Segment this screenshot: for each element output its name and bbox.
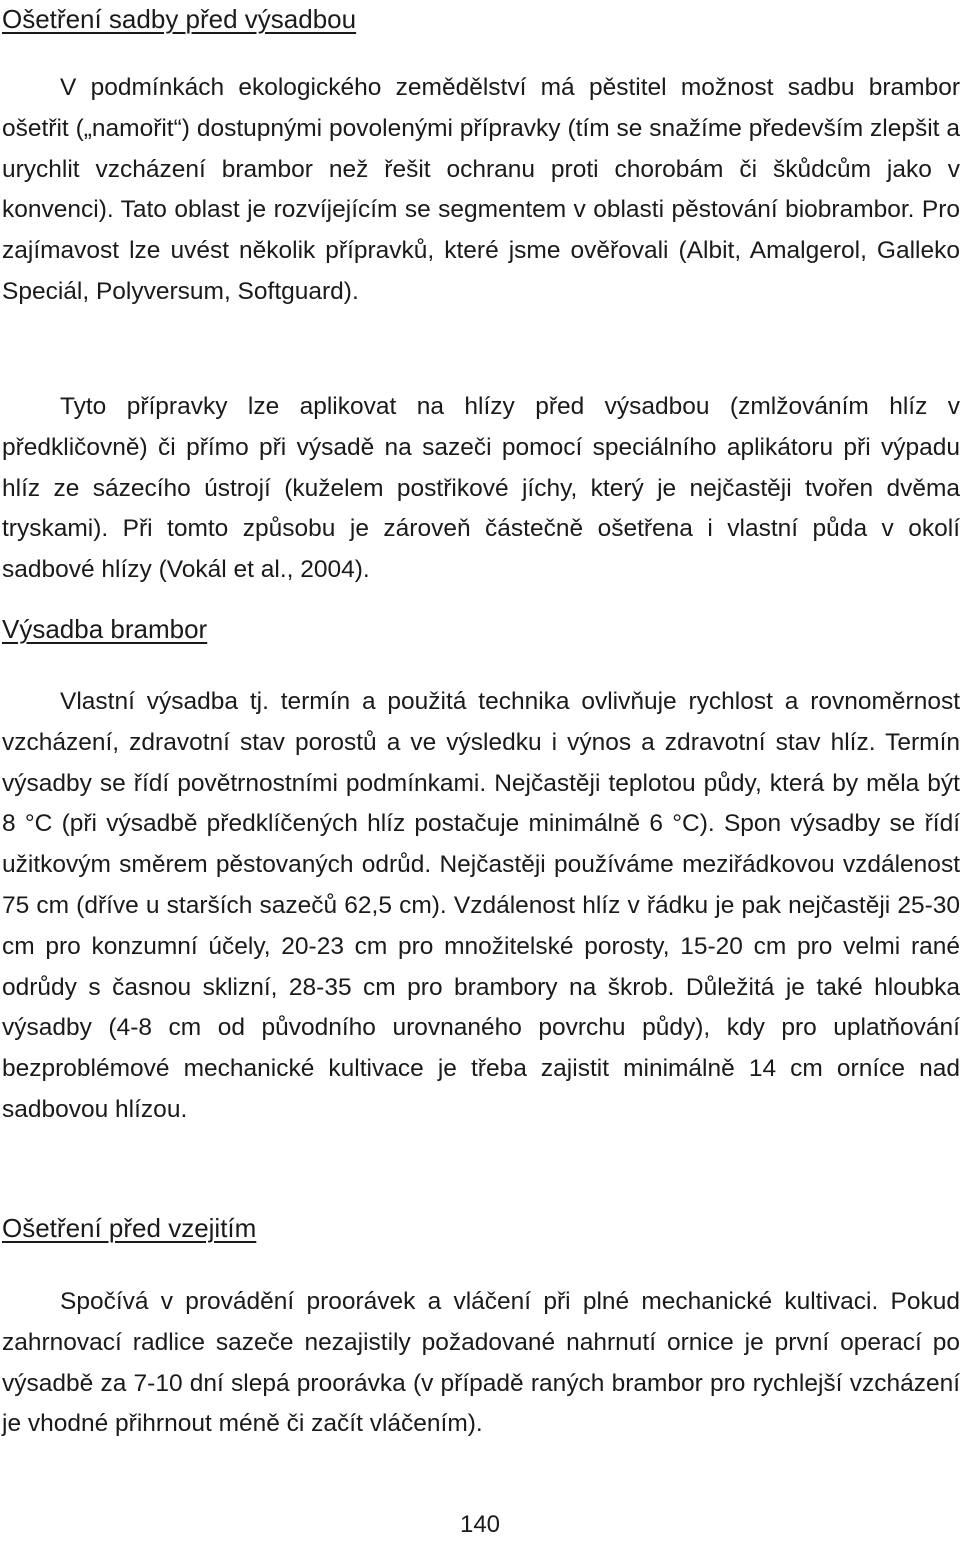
page-number: 140 — [459, 1511, 501, 1538]
section-heading-seed-treatment: Ošetření sadby před výsadbou — [2, 4, 357, 34]
section-heading-planting: Výsadba brambor — [2, 614, 208, 644]
paragraph-seed-treatment-intro: V podmínkách ekologického zemědělství má pěstitel možnost sadbu brambor ošetřit („namořit“) dostupnými povolenými přípravky (tím se snažíme především zlepšit a urychlit vzcházení brambor než řešit ochranu proti chorobám či škůdcům jako v konvenci). Tato oblast je rozvíjejícím se segmentem v oblasti pěstování biobrambor. Pro zajímavost lze uvést několik přípravků, které jsme ověřovali (Albit, Amalgerol, Galleko Speciál, Polyversum, Softguard). — [2, 74, 960, 305]
paragraph-seed-treatment-application: Tyto přípravky lze aplikovat na hlízy před výsadbou (zmlžováním hlíz v předkličovně) či přímo při výsadě na sazeči pomocí speciálního aplikátoru při výpadu hlíz ze sázecího ústrojí (kuželem postřikové jíchy, který je nejčastěji tvořen dvěma tryskami). Při tomto způsobu je zároveň částečně ošetřena i vlastní půda v okolí sadbové hlízy (Vokál et al., 2004). — [2, 393, 960, 584]
section-heading-pre-emergence: Ošetření před vzejitím — [2, 1213, 257, 1243]
paragraph-planting: Vlastní výsadba tj. termín a použitá technika ovlivňuje rychlost a rovnoměrnost vzcházení, zdravotní stav porostů a ve výsledku i výnos a zdravotní stav hlíz. Termín výsadby se řídí povětrnostními podmínkami. Nejčastěji teplotou půdy, která by měla být 8 °C (při výsadbě předklíčených hlíz postačuje minimálně 6 °C). Spon výsadby se řídí užitkovým směrem pěstovaných odrůd. Nejčastěji používáme meziřádkovou vzdálenost 75 cm (dříve u starších sazečů 62,5 cm). Vzdálenost hlíz v řádku je pak nejčastěji 25-30 cm pro konzumní účely, 20-23 cm pro množitelské porosty, 15-20 cm pro velmi rané odrůdy s časnou sklizní, 28-35 cm pro brambory na škrob. Důležitá je také hloubka výsadby (4-8 cm od původního urovnaného povrchu půdy), kdy pro uplatňování bezproblémové mechanické kultivace je třeba zajistit minimálně 14 cm orníce nad sadbovou hlízou. — [2, 688, 960, 1123]
paragraph-pre-emergence: Spočívá v provádění proorávek a vláčení při plné mechanické kultivaci. Pokud zahrnovací radlice sazeče nezajistily požadované nahrnutí ornice je první operací po výsadbě za 7-10 dní slepá proorávka (v případě raných brambor pro rychlejší vzcházení je vhodné přihrnout méně či začít vláčením). — [2, 1288, 960, 1438]
